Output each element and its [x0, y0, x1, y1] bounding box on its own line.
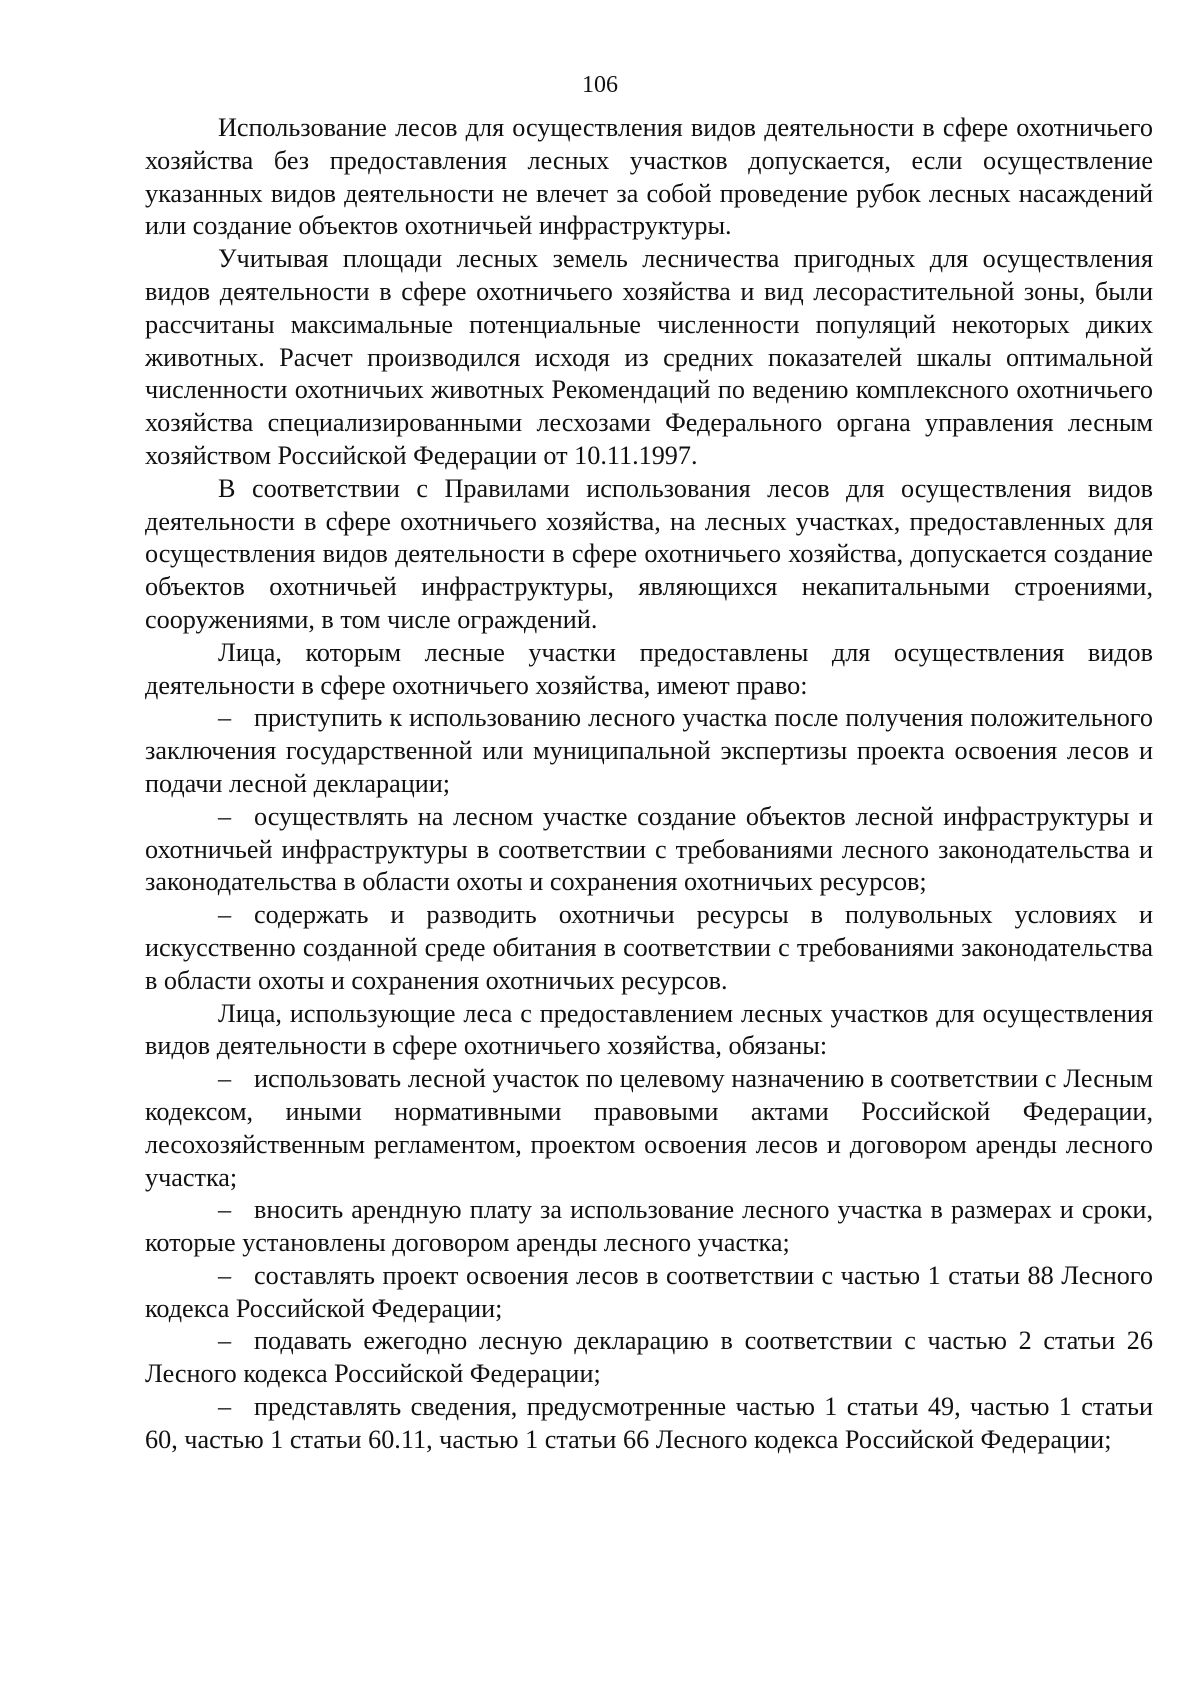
document-body	[145, 112, 1153, 1457]
list-item	[145, 899, 1153, 997]
list-dash: –	[218, 1195, 232, 1225]
paragraph: Учитывая площади лесных земель лесничества пригодных для осуществления видов деятельности в сфере охотничьего хозяйства и вид лесорастительной зоны, были рассчитаны максимальные потенциальные численности популяций некоторых диких животных. Расчет производился исходя из средних показателей шкалы оптимальной численности охотничьих животных Рекомендаций по ведению комплексного охотничьего хозяйства специализированными лесхозами Федерального органа управления лесным хозяйством Российской Федерации от 10.11.1997.	[145, 244, 1153, 470]
paragraph: В соответствии с Правилами использования лесов для осуществления видов деятельности в сфере охотничьего хозяйства, на лесных участках, предоставленных для осуществления видов деятельности в сфере охотничьего хозяйства, допускается создание объектов охотничьей инфраструктуры, являющихся некапитальными строениями, сооружениями, в том числе ограждений.	[145, 473, 1153, 634]
list-item-text: представлять сведения, предусмотренные частью 1 статьи 49, частью 1 статьи 60, частью 1 статьи 60.11, частью 1 статьи 66 Лесного кодекса Российской Федерации;	[145, 1392, 1153, 1454]
list-item	[145, 1391, 1153, 1457]
list-item-text: осуществлять на лесном участке создание объектов лесной инфраструктуры и охотничьей инфраструктуры в соответствии с требованиями лесного законодательства и законодательства в области охоты и сохранения охотничьих ресурсов;	[145, 801, 1153, 897]
list-item-text: составлять проект освоения лесов в соответствии с частью 1 статьи 88 Лесного кодекса Российской Федерации;	[145, 1260, 1153, 1323]
list-item	[145, 1325, 1153, 1391]
paragraph: Использование лесов для осуществления видов деятельности в сфере охотничьего хозяйства без предоставления лесных участков допускается, если осуществление указанных видов деятельности не влечет за собой проведение рубок лесных насаждений или создание объектов охотничьей инфраструктуры.	[145, 113, 1153, 241]
list-dash: –	[218, 703, 232, 733]
list-item	[145, 702, 1153, 800]
paragraph: Лица, использующие леса с предоставлением лесных участков для осуществления видов деятельности в сфере охотничьего хозяйства, обязаны:	[145, 998, 1153, 1061]
list-dash: –	[218, 801, 232, 831]
list-dash: –	[218, 900, 232, 930]
list-item-text: содержать и разводить охотничьи ресурсы в полувольных условиях и искусственно созданной среде обитания в соответствии с требованиями законодательства в области охоты и сохранения охотничьих ресурсов.	[145, 900, 1153, 995]
list-item-text: приступить к использованию лесного участка после получения положительного заключения государственной или муниципальной экспертизы проекта освоения лесов и подачи лесной декларации;	[145, 703, 1153, 798]
list-dash: –	[218, 1064, 232, 1094]
list-item	[145, 1063, 1153, 1194]
list-item	[145, 1194, 1153, 1260]
page-number: 106	[582, 72, 618, 98]
list-item	[145, 1260, 1153, 1326]
paragraph: Лица, которым лесные участки предоставлены для осуществления видов деятельности в сфере охотничьего хозяйства, имеют право:	[145, 637, 1153, 700]
list-item-text: использовать лесной участок по целевому назначению в соответствии с Лесным кодексом, иными нормативными правовыми актами Российской Федерации, лесохозяйственным регламентом, проектом освоения лесов и договором аренды лесного участка;	[145, 1064, 1153, 1192]
list-item-text: подавать ежегодно лесную декларацию в соответствии с частью 2 статьи 26 Лесного кодекса Российской Федерации;	[145, 1326, 1153, 1389]
list-dash: –	[218, 1326, 232, 1356]
list-item	[145, 801, 1153, 899]
list-dash: –	[218, 1392, 232, 1422]
list-item-text: вносить арендную плату за использование лесного участка в размерах и сроки, которые установлены договором аренды лесного участка;	[145, 1195, 1153, 1258]
list-dash: –	[218, 1260, 232, 1290]
